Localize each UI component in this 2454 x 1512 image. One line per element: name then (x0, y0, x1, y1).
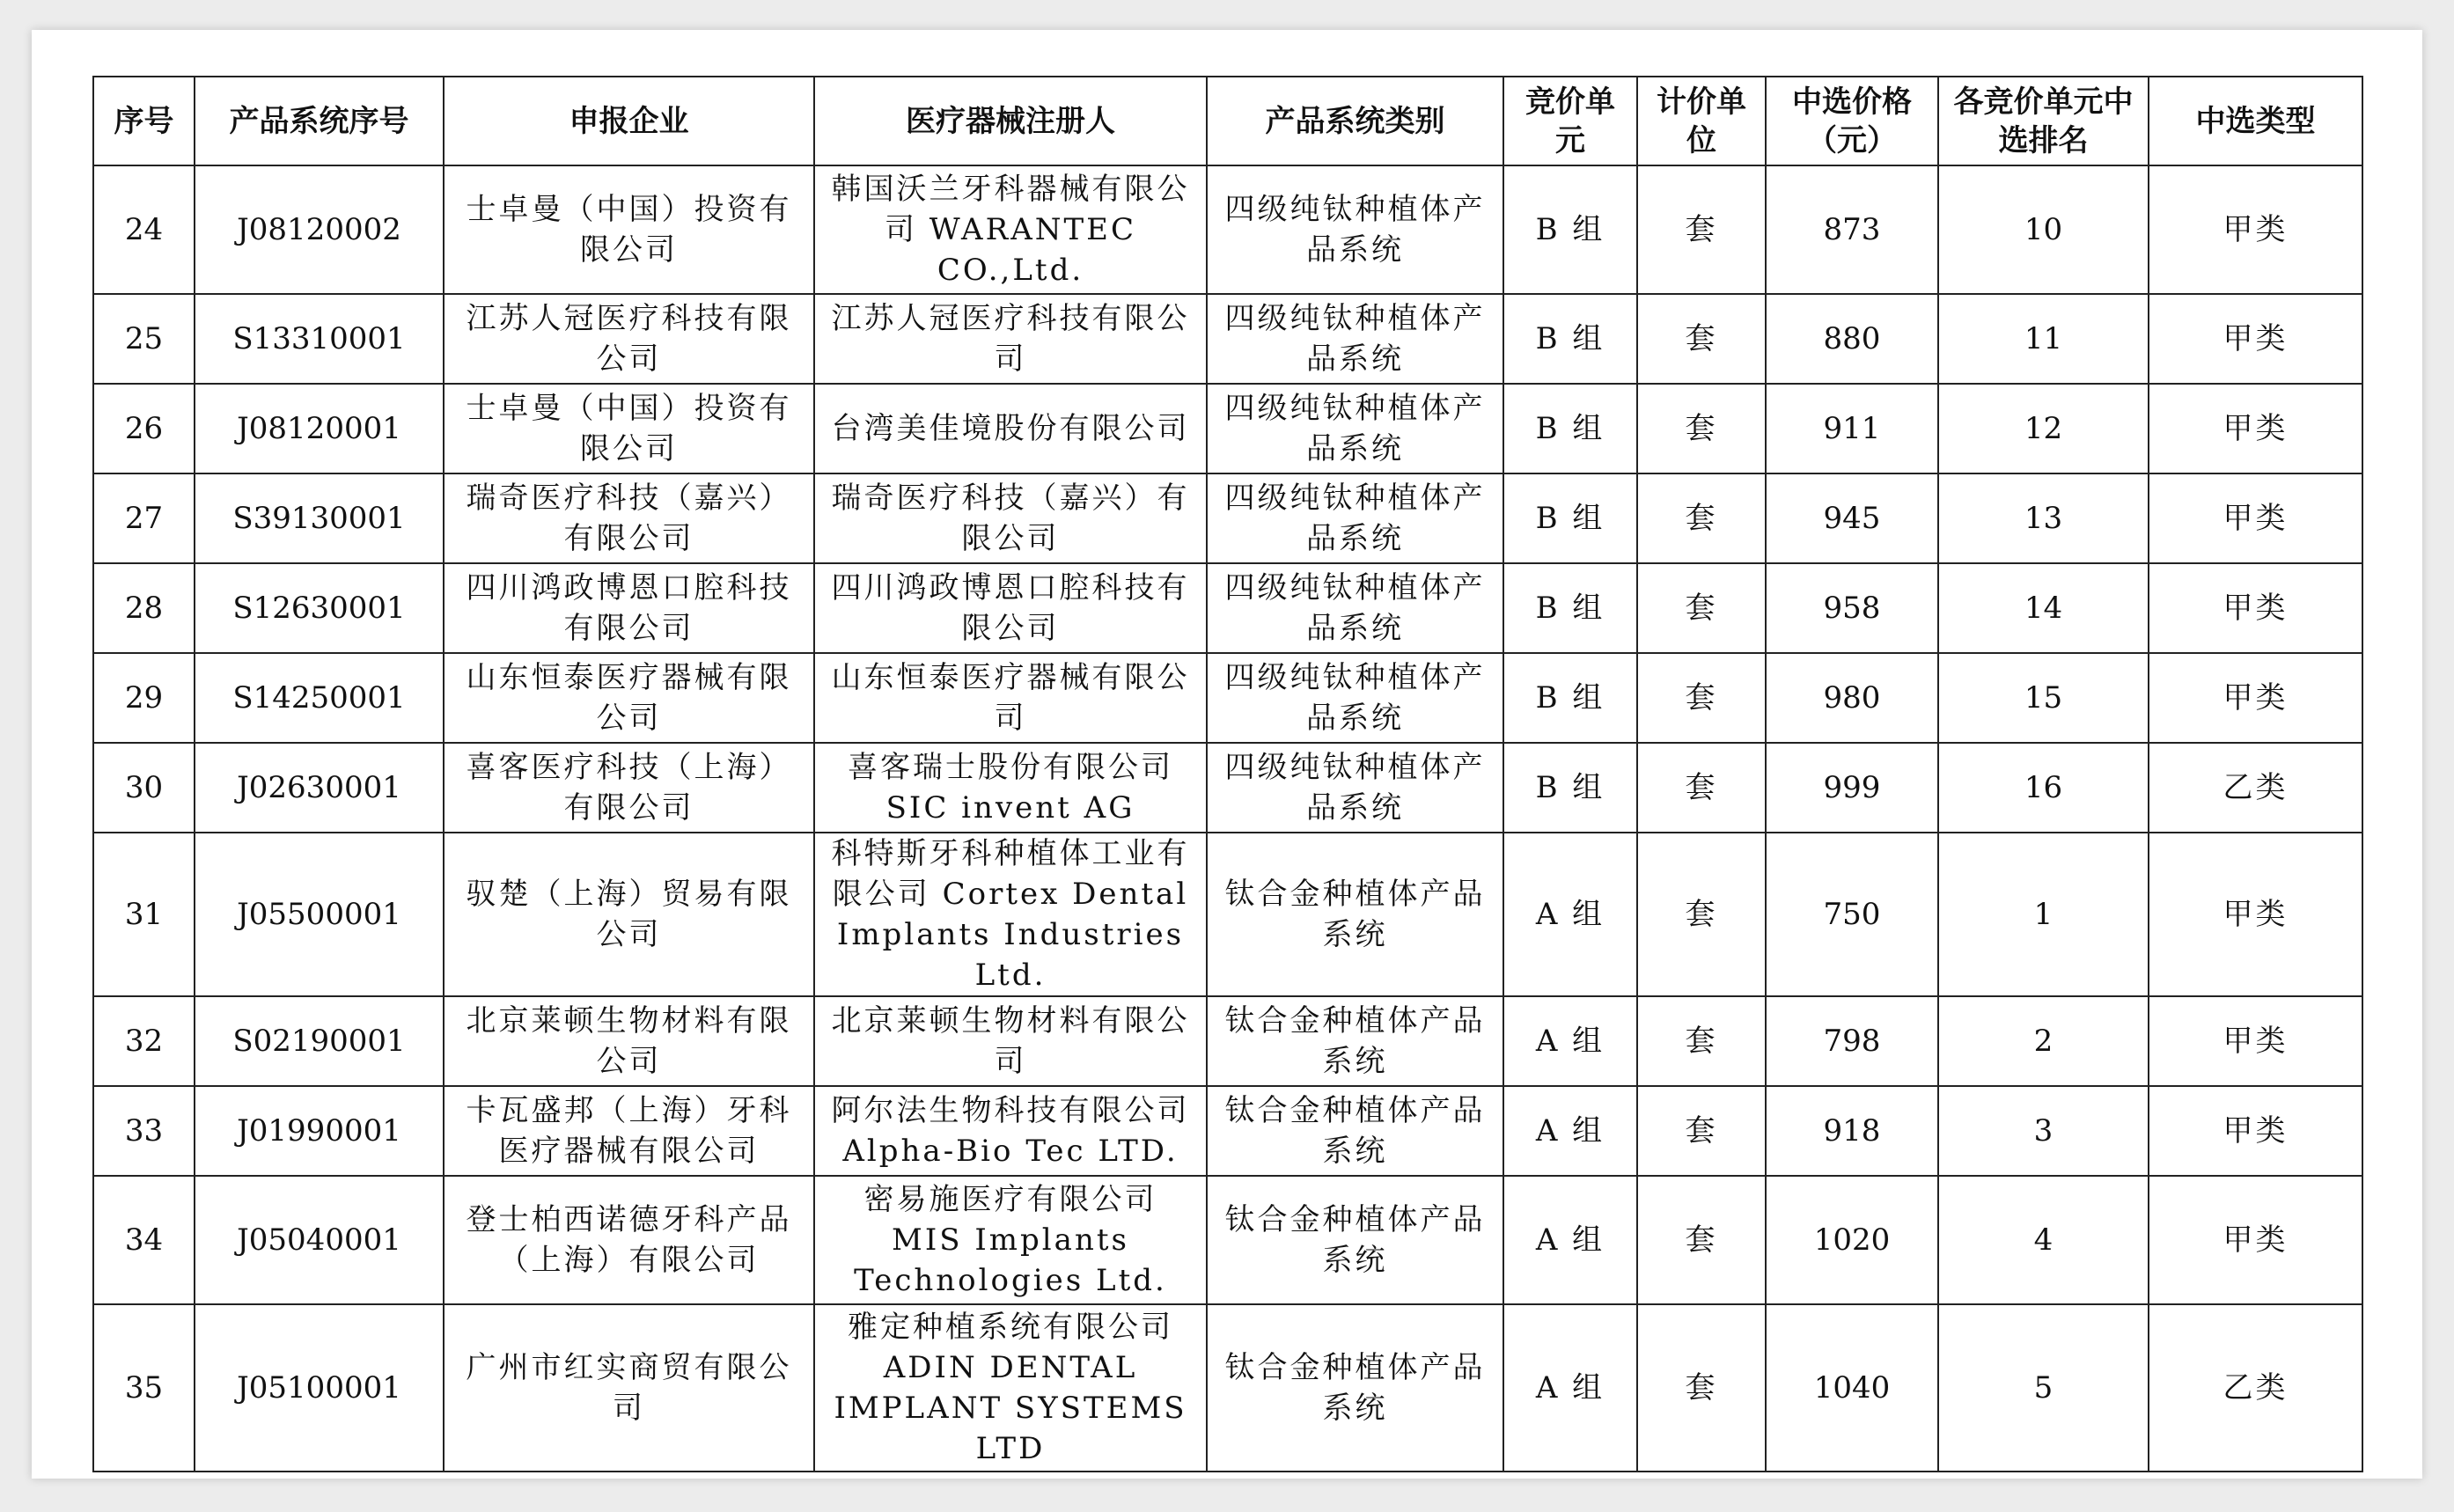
cell-category: 四级纯钛种植体产品系统 (1207, 384, 1503, 473)
cell-registrant: 北京莱顿生物材料有限公司 (814, 996, 1207, 1086)
cell-price-unit: 套 (1637, 743, 1766, 833)
cell-category: 四级纯钛种植体产品系统 (1207, 563, 1503, 653)
cell-unit: B 组 (1503, 384, 1637, 473)
cell-company: 士卓曼（中国）投资有限公司 (444, 384, 814, 473)
cell-code: S13310001 (195, 294, 444, 384)
cell-category: 四级纯钛种植体产品系统 (1207, 473, 1503, 563)
header-cell: 各竞价单元中选排名 (1938, 77, 2149, 165)
cell-price: 999 (1766, 743, 1938, 833)
cell-no: 29 (93, 653, 195, 743)
cell-registrant: 台湾美佳境股份有限公司 (814, 384, 1207, 473)
cell-type: 甲类 (2149, 294, 2362, 384)
cell-type: 甲类 (2149, 1176, 2362, 1304)
cell-unit: A 组 (1503, 833, 1637, 996)
cell-unit: A 组 (1503, 1304, 1637, 1472)
cell-company: 瑞奇医疗科技（嘉兴）有限公司 (444, 473, 814, 563)
header-cell: 产品系统类别 (1207, 77, 1503, 165)
cell-category: 钛合金种植体产品系统 (1207, 1086, 1503, 1176)
cell-category: 四级纯钛种植体产品系统 (1207, 294, 1503, 384)
cell-price: 980 (1766, 653, 1938, 743)
cell-category: 钛合金种植体产品系统 (1207, 1176, 1503, 1304)
cell-registrant: 韩国沃兰牙科器械有限公司 WARANTEC CO.,Ltd. (814, 165, 1207, 294)
cell-no: 28 (93, 563, 195, 653)
cell-unit: A 组 (1503, 1176, 1637, 1304)
cell-rank: 14 (1938, 563, 2149, 653)
cell-price-unit: 套 (1637, 653, 1766, 743)
cell-company: 卡瓦盛邦（上海）牙科医疗器械有限公司 (444, 1086, 814, 1176)
cell-code: J05500001 (195, 833, 444, 996)
cell-no: 27 (93, 473, 195, 563)
table-row (93, 384, 2362, 473)
cell-company: 四川鸿政博恩口腔科技有限公司 (444, 563, 814, 653)
cell-price: 798 (1766, 996, 1938, 1086)
cell-type: 甲类 (2149, 165, 2362, 294)
cell-code: J05100001 (195, 1304, 444, 1472)
cell-price-unit: 套 (1637, 473, 1766, 563)
cell-type: 乙类 (2149, 743, 2362, 833)
cell-code: J08120001 (195, 384, 444, 473)
cell-price: 1040 (1766, 1304, 1938, 1472)
cell-registrant: 喜客瑞士股份有限公司 SIC invent AG (814, 743, 1207, 833)
table-row (93, 1086, 2362, 1176)
header-cell: 申报企业 (444, 77, 814, 165)
cell-registrant: 密易施医疗有限公司 MIS Implants Technologies Ltd. (814, 1176, 1207, 1304)
cell-code: S14250001 (195, 653, 444, 743)
cell-type: 甲类 (2149, 653, 2362, 743)
cell-company: 喜客医疗科技（上海）有限公司 (444, 743, 814, 833)
header-cell: 医疗器械注册人 (814, 77, 1207, 165)
cell-category: 四级纯钛种植体产品系统 (1207, 165, 1503, 294)
cell-code: S12630001 (195, 563, 444, 653)
cell-price: 945 (1766, 473, 1938, 563)
cell-rank: 1 (1938, 833, 2149, 996)
cell-category: 四级纯钛种植体产品系统 (1207, 743, 1503, 833)
cell-unit: B 组 (1503, 294, 1637, 384)
cell-type: 乙类 (2149, 1304, 2362, 1472)
cell-registrant: 阿尔法生物科技有限公司 Alpha-Bio Tec LTD. (814, 1086, 1207, 1176)
table-header-row (93, 77, 2362, 165)
cell-company: 江苏人冠医疗科技有限公司 (444, 294, 814, 384)
cell-code: J02630001 (195, 743, 444, 833)
cell-unit: B 组 (1503, 653, 1637, 743)
cell-price-unit: 套 (1637, 996, 1766, 1086)
cell-category: 四级纯钛种植体产品系统 (1207, 653, 1503, 743)
cell-registrant: 科特斯牙科种植体工业有限公司 Cortex Dental Implants Industries Ltd. (814, 833, 1207, 996)
table-row (93, 563, 2362, 653)
cell-registrant: 雅定种植系统有限公司 ADIN DENTAL IMPLANT SYSTEMS LTD (814, 1304, 1207, 1472)
cell-type: 甲类 (2149, 1086, 2362, 1176)
cell-type: 甲类 (2149, 563, 2362, 653)
cell-rank: 16 (1938, 743, 2149, 833)
cell-registrant: 四川鸿政博恩口腔科技有限公司 (814, 563, 1207, 653)
cell-price-unit: 套 (1637, 833, 1766, 996)
cell-price: 880 (1766, 294, 1938, 384)
cell-code: S39130001 (195, 473, 444, 563)
cell-unit: B 组 (1503, 473, 1637, 563)
cell-type: 甲类 (2149, 384, 2362, 473)
cell-price: 873 (1766, 165, 1938, 294)
table-row (93, 743, 2362, 833)
cell-price: 958 (1766, 563, 1938, 653)
table-row (93, 996, 2362, 1086)
cell-code: J01990001 (195, 1086, 444, 1176)
bid-results-table (92, 76, 2363, 1472)
cell-company: 登士柏西诺德牙科产品（上海）有限公司 (444, 1176, 814, 1304)
cell-price: 1020 (1766, 1176, 1938, 1304)
document-page (32, 30, 2422, 1479)
table-row (93, 294, 2362, 384)
header-cell: 序号 (93, 77, 195, 165)
cell-unit: B 组 (1503, 165, 1637, 294)
cell-no: 34 (93, 1176, 195, 1304)
cell-category: 钛合金种植体产品系统 (1207, 833, 1503, 996)
header-cell: 中选价格（元） (1766, 77, 1938, 165)
cell-no: 32 (93, 996, 195, 1086)
table-row (93, 833, 2362, 996)
cell-code: J08120002 (195, 165, 444, 294)
cell-rank: 13 (1938, 473, 2149, 563)
table-row (93, 1176, 2362, 1304)
cell-company: 山东恒泰医疗器械有限公司 (444, 653, 814, 743)
cell-rank: 11 (1938, 294, 2149, 384)
cell-type: 甲类 (2149, 473, 2362, 563)
cell-rank: 3 (1938, 1086, 2149, 1176)
cell-rank: 15 (1938, 653, 2149, 743)
cell-price: 750 (1766, 833, 1938, 996)
cell-registrant: 瑞奇医疗科技（嘉兴）有限公司 (814, 473, 1207, 563)
cell-rank: 2 (1938, 996, 2149, 1086)
cell-rank: 5 (1938, 1304, 2149, 1472)
header-cell: 中选类型 (2149, 77, 2362, 165)
table-row (93, 165, 2362, 294)
cell-price-unit: 套 (1637, 563, 1766, 653)
cell-unit: A 组 (1503, 996, 1637, 1086)
cell-category: 钛合金种植体产品系统 (1207, 1304, 1503, 1472)
table-row (93, 653, 2362, 743)
cell-code: J05040001 (195, 1176, 444, 1304)
cell-rank: 4 (1938, 1176, 2149, 1304)
cell-price-unit: 套 (1637, 384, 1766, 473)
cell-company: 广州市红实商贸有限公司 (444, 1304, 814, 1472)
cell-category: 钛合金种植体产品系统 (1207, 996, 1503, 1086)
cell-price-unit: 套 (1637, 1176, 1766, 1304)
cell-unit: A 组 (1503, 1086, 1637, 1176)
cell-no: 24 (93, 165, 195, 294)
cell-unit: B 组 (1503, 743, 1637, 833)
cell-price: 918 (1766, 1086, 1938, 1176)
cell-unit: B 组 (1503, 563, 1637, 653)
cell-no: 30 (93, 743, 195, 833)
cell-rank: 10 (1938, 165, 2149, 294)
header-cell: 竞价单元 (1503, 77, 1637, 165)
cell-registrant: 山东恒泰医疗器械有限公司 (814, 653, 1207, 743)
cell-no: 25 (93, 294, 195, 384)
cell-price-unit: 套 (1637, 1304, 1766, 1472)
cell-code: S02190001 (195, 996, 444, 1086)
cell-price-unit: 套 (1637, 1086, 1766, 1176)
cell-rank: 12 (1938, 384, 2149, 473)
cell-price-unit: 套 (1637, 165, 1766, 294)
cell-type: 甲类 (2149, 996, 2362, 1086)
header-cell: 计价单位 (1637, 77, 1766, 165)
cell-registrant: 江苏人冠医疗科技有限公司 (814, 294, 1207, 384)
cell-type: 甲类 (2149, 833, 2362, 996)
cell-no: 31 (93, 833, 195, 996)
cell-price: 911 (1766, 384, 1938, 473)
header-cell: 产品系统序号 (195, 77, 444, 165)
cell-company: 士卓曼（中国）投资有限公司 (444, 165, 814, 294)
cell-company: 驭楚（上海）贸易有限公司 (444, 833, 814, 996)
cell-company: 北京莱顿生物材料有限公司 (444, 996, 814, 1086)
table-row (93, 473, 2362, 563)
table-row (93, 1304, 2362, 1472)
cell-price-unit: 套 (1637, 294, 1766, 384)
cell-no: 33 (93, 1086, 195, 1176)
table-body (93, 165, 2362, 1472)
cell-no: 35 (93, 1304, 195, 1472)
cell-no: 26 (93, 384, 195, 473)
